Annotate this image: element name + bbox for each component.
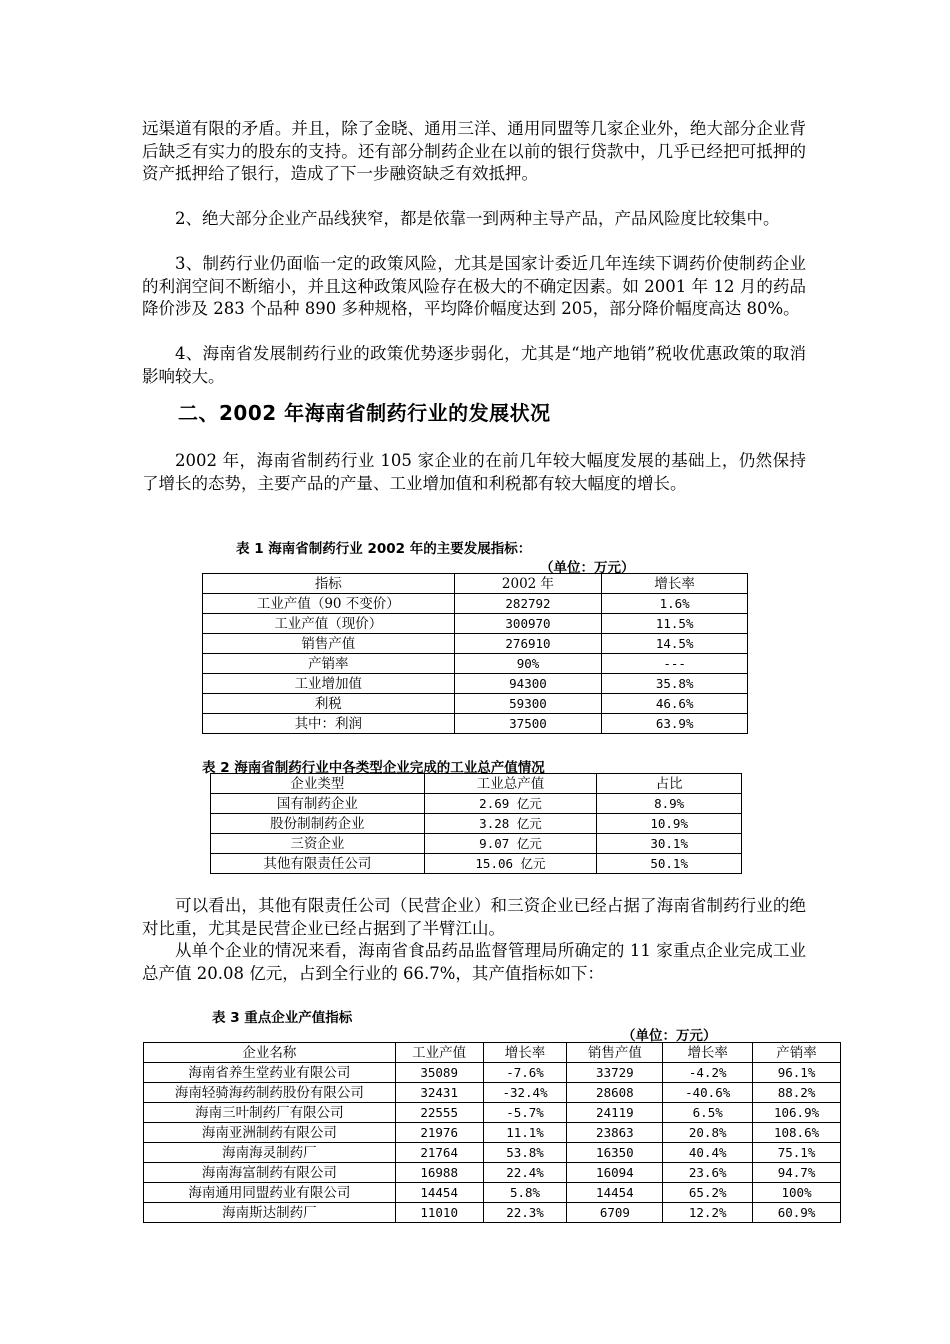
table2-cell: 30.1%	[597, 834, 742, 854]
table1-cell: 90%	[454, 654, 602, 674]
table1-header-row	[203, 574, 748, 594]
table3-cell: 60.9%	[753, 1203, 841, 1223]
table3-cell: 35089	[395, 1063, 483, 1083]
table3-header-cell: 工业产值	[395, 1043, 483, 1063]
table3-cell: 75.1%	[753, 1143, 841, 1163]
table3-cell: -4.2%	[663, 1063, 753, 1083]
table3-cell: 海南海灵制药厂	[144, 1143, 396, 1163]
table3-row	[144, 1203, 841, 1223]
table2-row	[211, 854, 742, 874]
table3-cell: 6709	[567, 1203, 663, 1223]
table3-cell: -7.6%	[483, 1063, 567, 1083]
table3-unit: （单位：万元）	[622, 1028, 717, 1044]
table3-cell: -5.7%	[483, 1103, 567, 1123]
table2-cell: 15.06 亿元	[424, 854, 597, 874]
table2-caption: 表 2 海南省制药行业中各类型企业完成的工业总产值情况	[202, 760, 545, 776]
table2	[210, 773, 742, 874]
table3-cell: 106.9%	[753, 1103, 841, 1123]
table3-row	[144, 1123, 841, 1143]
table2-cell: 50.1%	[597, 854, 742, 874]
table1-header-cell: 指标	[203, 574, 455, 594]
table2-header-cell: 工业总产值	[424, 774, 597, 794]
table1-cell: 产销率	[203, 654, 455, 674]
table1-row	[203, 594, 748, 614]
table3-cell: 108.6%	[753, 1123, 841, 1143]
table1-cell: 工业产值（90 不变价）	[203, 594, 455, 614]
table1-cell: 11.5%	[602, 614, 748, 634]
paragraph-conclusion: 可以看出，其他有限责任公司（民营企业）和三资企业已经占据了海南省制药行业的绝对比重，尤其是民营企业已经占据到了半臂江山。	[142, 896, 806, 938]
table3-cell: 23863	[567, 1123, 663, 1143]
table3-cell: 65.2%	[663, 1183, 753, 1203]
paragraph-policy-advantage: 4、海南省发展制药行业的政策优势逐步弱化，尤其是“地产地销”税收优惠政策的取消影响较大。	[142, 344, 806, 386]
table2-row	[211, 814, 742, 834]
table3-cell: 20.8%	[663, 1123, 753, 1143]
table3-header-cell: 增长率	[663, 1043, 753, 1063]
table3-header-cell: 销售产值	[567, 1043, 663, 1063]
table3-cell: 32431	[395, 1083, 483, 1103]
table3-cell: 12.2%	[663, 1203, 753, 1223]
table3-cell: 94.7%	[753, 1163, 841, 1183]
table1-cell: 其中：利润	[203, 714, 455, 734]
table2-cell: 8.9%	[597, 794, 742, 814]
table3-cell: 5.8%	[483, 1183, 567, 1203]
table1-unit: （单位：万元）	[540, 560, 635, 576]
table3-cell: 6.5%	[663, 1103, 753, 1123]
table3-cell: 海南亚洲制药有限公司	[144, 1123, 396, 1143]
table2-cell: 9.07 亿元	[424, 834, 597, 854]
table3-cell: 40.4%	[663, 1143, 753, 1163]
table3-caption: 表 3 重点企业产值指标	[212, 1010, 353, 1026]
table3-cell: 海南通用同盟药业有限公司	[144, 1183, 396, 1203]
table2-cell: 国有制药企业	[211, 794, 425, 814]
table3-cell: -40.6%	[663, 1083, 753, 1103]
table1-caption: 表 1 海南省制药行业 2002 年的主要发展指标：	[236, 541, 532, 557]
table1-cell: 282792	[454, 594, 602, 614]
table1-row	[203, 634, 748, 654]
table1-cell: 63.9%	[602, 714, 748, 734]
table3-cell: 53.8%	[483, 1143, 567, 1163]
table1-cell: 销售产值	[203, 634, 455, 654]
table3-cell: 11.1%	[483, 1123, 567, 1143]
table1-cell: 工业增加值	[203, 674, 455, 694]
table3-cell: 21976	[395, 1123, 483, 1143]
table3-row	[144, 1063, 841, 1083]
table3-cell: 11010	[395, 1203, 483, 1223]
table2-header-row	[211, 774, 742, 794]
table1	[202, 573, 748, 734]
table1-cell: 94300	[454, 674, 602, 694]
table1-cell: 利税	[203, 694, 455, 714]
table3-cell: 14454	[395, 1183, 483, 1203]
table3-row	[144, 1103, 841, 1123]
table3	[143, 1042, 841, 1223]
table1-cell: 35.8%	[602, 674, 748, 694]
table3-cell: -32.4%	[483, 1083, 567, 1103]
table1-cell: 276910	[454, 634, 602, 654]
table3-cell: 21764	[395, 1143, 483, 1163]
section-heading: 二、2002 年海南省制药行业的发展状况	[178, 401, 551, 425]
table1-header-cell: 2002 年	[454, 574, 602, 594]
table3-header-cell: 产销率	[753, 1043, 841, 1063]
table2-row	[211, 834, 742, 854]
table1-row	[203, 674, 748, 694]
table3-cell: 23.6%	[663, 1163, 753, 1183]
table3-row	[144, 1163, 841, 1183]
table3-cell: 33729	[567, 1063, 663, 1083]
table3-cell: 22.3%	[483, 1203, 567, 1223]
table2-cell: 其他有限责任公司	[211, 854, 425, 874]
table3-cell: 16094	[567, 1163, 663, 1183]
table1-cell: 300970	[454, 614, 602, 634]
table3-cell: 96.1%	[753, 1063, 841, 1083]
table3-row	[144, 1143, 841, 1163]
table1-cell: 工业产值（现价）	[203, 614, 455, 634]
table3-cell: 100%	[753, 1183, 841, 1203]
table3-cell: 24119	[567, 1103, 663, 1123]
table3-cell: 海南轻骑海药制药股份有限公司	[144, 1083, 396, 1103]
table3-row	[144, 1183, 841, 1203]
table2-row	[211, 794, 742, 814]
table1-cell: 14.5%	[602, 634, 748, 654]
table2-header-cell: 企业类型	[211, 774, 425, 794]
table3-cell: 28608	[567, 1083, 663, 1103]
table1-header-cell: 增长率	[602, 574, 748, 594]
table3-row	[144, 1083, 841, 1103]
table2-cell: 三资企业	[211, 834, 425, 854]
table3-cell: 22555	[395, 1103, 483, 1123]
table2-cell: 3.28 亿元	[424, 814, 597, 834]
table3-cell: 88.2%	[753, 1083, 841, 1103]
table1-cell: 46.6%	[602, 694, 748, 714]
table3-header-cell: 企业名称	[144, 1043, 396, 1063]
table2-cell: 2.69 亿元	[424, 794, 597, 814]
table3-cell: 16350	[567, 1143, 663, 1163]
table1-cell: ---	[602, 654, 748, 674]
table3-cell: 16988	[395, 1163, 483, 1183]
table3-cell: 海南斯达制药厂	[144, 1203, 396, 1223]
paragraph-financing: 远渠道有限的矛盾。并且，除了金晓、通用三洋、通用同盟等几家企业外，绝大部分企业背后缺乏有实力的股东的支持。还有部分制药企业在以前的银行贷款中，几乎已经把可抵押的资产抵押给了银行，造成了下一步融资缺乏有效抵押。	[142, 119, 806, 183]
table2-cell: 10.9%	[597, 814, 742, 834]
table3-cell: 海南三叶制药厂有限公司	[144, 1103, 396, 1123]
table2-header-cell: 占比	[597, 774, 742, 794]
paragraph-policy-risk: 3、制药行业仍面临一定的政策风险，尤其是国家计委近几年连续下调药价使制药企业的利润空间不断缩小，并且这种政策风险存在极大的不确定因素。如 2001 年 12 月的药品降价涉及 283 个品种 890 多种规格，平均降价幅度达到 205，部分降价幅度高达 80%。	[142, 254, 806, 318]
table3-cell: 海南省养生堂药业有限公司	[144, 1063, 396, 1083]
table1-cell: 59300	[454, 694, 602, 714]
paragraph-key-enterprises: 从单个企业的情况来看，海南省食品药品监督管理局所确定的 11 家重点企业完成工业总产值 20.08 亿元，占到全行业的 66.7%，其产值指标如下：	[142, 941, 806, 983]
paragraph-2002-overview: 2002 年，海南省制药行业 105 家企业的在前几年较大幅度发展的基础上，仍然保持了增长的态势，主要产品的产量、工业增加值和利税都有较大幅度的增长。	[142, 451, 806, 493]
table1-row	[203, 694, 748, 714]
table2-cell: 股份制制药企业	[211, 814, 425, 834]
table1-row	[203, 614, 748, 634]
table1-cell: 37500	[454, 714, 602, 734]
table3-cell: 22.4%	[483, 1163, 567, 1183]
paragraph-product-line: 2、绝大部分企业产品线狭窄，都是依靠一到两种主导产品，产品风险度比较集中。	[175, 209, 780, 228]
table3-header-cell: 增长率	[483, 1043, 567, 1063]
table1-row	[203, 654, 748, 674]
table3-cell: 14454	[567, 1183, 663, 1203]
table3-cell: 海南海富制药有限公司	[144, 1163, 396, 1183]
table1-row	[203, 714, 748, 734]
table1-cell: 1.6%	[602, 594, 748, 614]
table3-header-row	[144, 1043, 841, 1063]
